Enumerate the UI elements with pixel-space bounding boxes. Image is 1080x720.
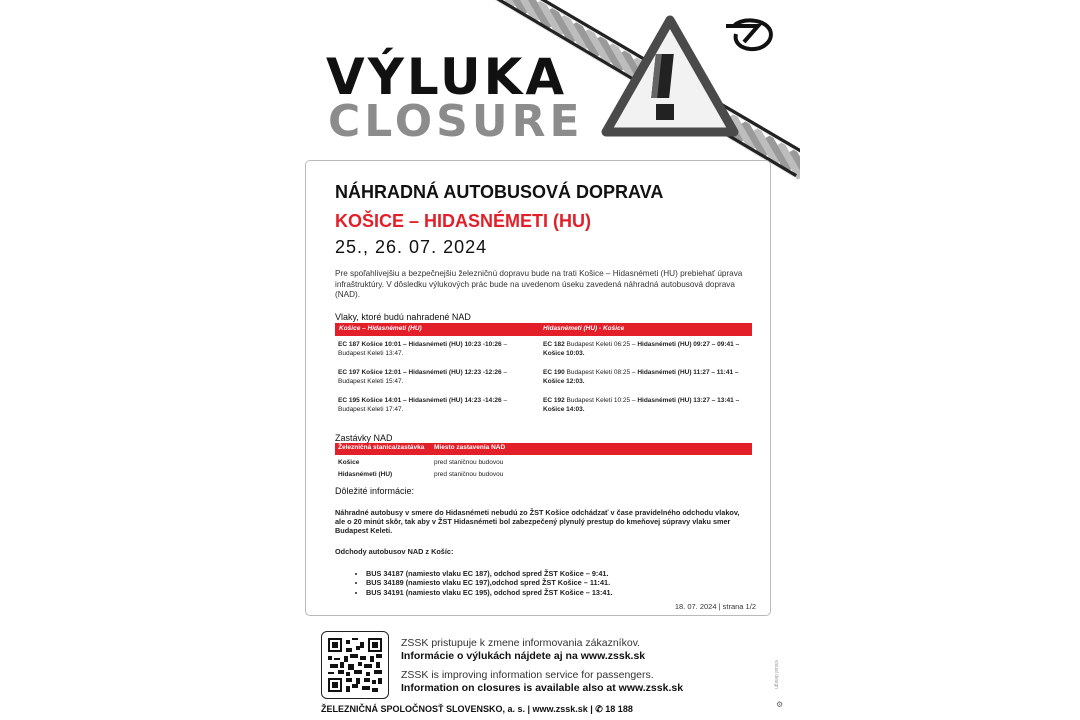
notice-intro: Pre spoľahlivejšiu a bezpečnejšiu železničnú dopravu bude na trati Košice – Hidasnémeti (HU) prebiehať úprava infraštruktúry. V dôsledku výlukových prác bude na uvedenom úseku zavedená náhradná autobusová doprava (NAD).	[335, 269, 743, 299]
qr-code[interactable]	[321, 631, 389, 699]
gear-icon: ⚙	[776, 700, 784, 709]
qr-code-icon	[328, 638, 382, 692]
stops-table-header: Železničná stanica/zastávka Miesto zastavenia NAD	[335, 443, 752, 455]
table-row: Hidasnémeti (HU) pred staničnou budovou	[338, 471, 504, 478]
trains-table-header	[335, 323, 752, 336]
notice-dates: 25., 26. 07. 2024	[335, 237, 488, 257]
trains-label: Vlaky, ktoré budú nahradené NAD	[335, 312, 471, 322]
footer-link-en[interactable]: Information on closures is available also at www.zssk.sk	[401, 682, 684, 694]
notice-route: KOŠICE – HIDASNÉMETI (HU)	[335, 211, 592, 231]
side-credit: visual design	[773, 660, 779, 689]
departures-list	[352, 569, 613, 597]
footer-link-sk[interactable]: Informácie o výlukách nájdete aj na www.zssk.sk	[401, 650, 646, 662]
important-text: Náhradné autobusy v smere do Hidasnémeti nebudú zo ŽST Košice odchádzať v čase pravidelného odchodu vlakov, ale o 20 minút skôr, tak aby v ŽST Hidasnémeti bol zabezpečený plynulý prestup do kmeňovej súpravy vlaku smer Budapest Keleti.	[335, 508, 740, 536]
warning-triangle-icon	[600, 14, 740, 140]
important-label: Dôležité informácie:	[335, 486, 415, 496]
table-row: Košice pred staničnou budovou	[338, 459, 504, 466]
company-line: ŽELEZNIČNÁ SPOLOČNOSŤ SLOVENSKO, a. s. | www.zssk.sk | ✆ 18 188	[321, 704, 633, 714]
departures-label: Odchody autobusov NAD z Košíc:	[335, 547, 454, 556]
list-item: • BUS 34189 (namiesto vlaku EC 197),odchod spred ŽST Košice – 11:41.	[366, 578, 613, 587]
title-closure-sk: VÝLUKA	[326, 48, 568, 106]
list-item: • BUS 34191 (namiesto vlaku EC 195), odchod spred ŽST Košice – 13:41.	[366, 588, 613, 597]
notice-heading: NÁHRADNÁ AUTOBUSOVÁ DOPRAVA	[335, 182, 664, 202]
trains-col-direction-2: Hidasnémeti (HU) - Košice	[543, 325, 625, 332]
trains-col-direction-1: Košice – Hidasnémeti (HU)	[339, 325, 422, 332]
page-footer: 18. 07. 2024 | strana 1/2	[674, 602, 756, 611]
footer-line-sk: ZSSK pristupuje k zmene informovania zákazníkov.	[401, 637, 641, 649]
list-item: • BUS 34187 (namiesto vlaku EC 187), odchod spred ŽST Košice – 9:41.	[366, 569, 613, 578]
notice-card: NÁHRADNÁ AUTOBUSOVÁ DOPRAVA KOŠICE – HIDASNÉMETI (HU) 25., 26. 07. 2024 Pre spoľahlivejšiu a bezpečnejšiu železničnú dopravu bude na trati Košice – Hidasnémeti (HU) prebiehať úprava infraštruktúry. V dôsledku výlukových prác bude na uvedenom úseku zavedená náhradná autobusová doprava (NAD). Vlaky, ktoré budú nahradené NAD Košice – Hidasnémeti (HU) Hidasnémeti (HU) - Košice EC 187 Košice 10:01 – Hidasnémeti (HU) 10:23 -10:26 – Budapest Keleti 13:47. EC 182 Budapest Keleti 06:25 – Hidasnémeti (HU) 09:27 – 09:41 – Košice 10:03. EC 197 Košice 12:01 – Hidasnémeti (HU) 12:23 -12:26 – Budapest Keleti 15:47. EC 190 Budapest Keleti 08:25 – Hidasnémeti (HU) 11:27 – 11:41 – Košice 12:03. EC 195 Košice 14:01 – Hidasnémeti (HU) 14:23 -14:26 – Budapest Keleti 17:47. EC 192 Budapest Keleti 10:25 – Hidasnémeti (HU) 13:27 – 13:41 – Košice 14:03. Zastávky NAD Železničná stanica/zastávka Miesto zastavenia NAD Košice pred staničnou budovou Hidasnémeti (HU) pred staničnou budovou Dôležité informácie: Náhradné autobusy v smere do Hidasnémeti nebudú zo ŽST Košice odchádzať v čase pravidelného odchodu vlakov, ale o 20 minút skôr, tak aby v ŽST Hidasnémeti bol zabezpečený plynulý prestup do kmeňovej súpravy vlaku smer Budapest Keleti. Odchody autobusov NAD z Košíc: • BUS 34187 (namiesto vlaku EC 187), odchod spred ŽST Košice – 9:41. • BUS 34189 (namiesto vlaku EC 197),odchod spred ŽST Košice – 11:41. • BUS 34191 (namiesto vlaku EC 195), odchod spred ŽST Košice – 13:41. 18. 07. 2024 | strana 1/2	[305, 160, 771, 616]
stops-label: Zastávky NAD	[335, 433, 393, 443]
footer-line-en: ZSSK is improving information service for passengers.	[401, 669, 654, 681]
title-closure-en: CLOSURE	[328, 96, 584, 147]
